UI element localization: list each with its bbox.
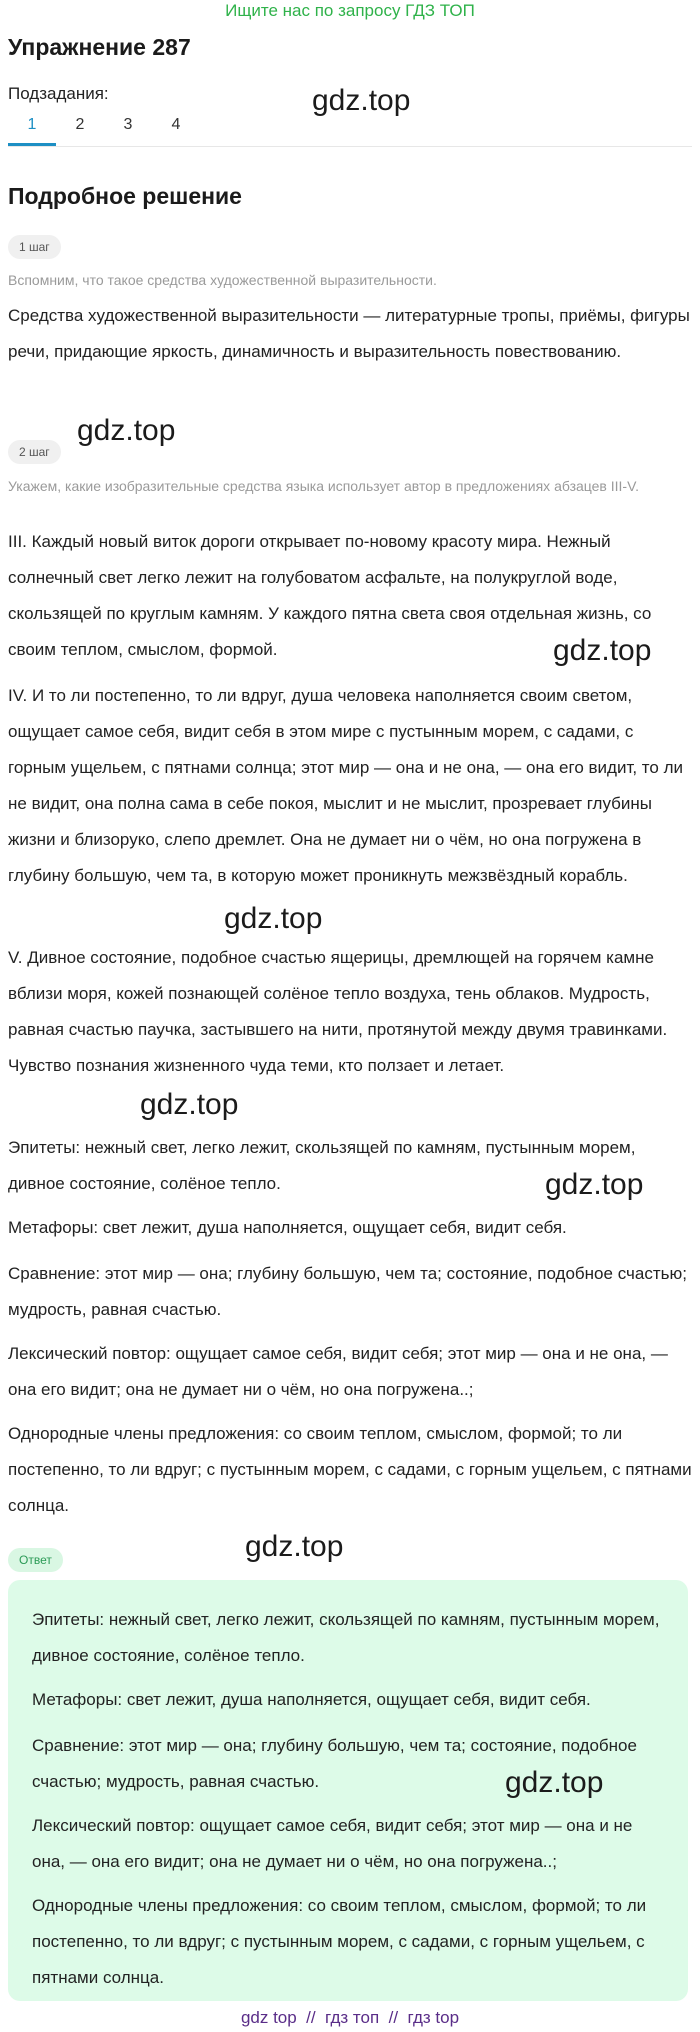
tab-4[interactable]: 4 [171, 116, 181, 133]
watermark: gdz.top [140, 1088, 239, 1121]
answer-epithets: Эпитеты: нежный свет, легко лежит, скользящей по камням, пустынным морем, дивное состояние, солёное тепло. [32, 1610, 660, 1665]
tab-1[interactable]: 1 [8, 104, 56, 146]
comparison-text: Сравнение: этот мир — она; глубину большую, чем та; состояние, подобное счастью; мудрость, равная счастью. [8, 1264, 687, 1319]
top-banner: Ищите нас по запросу ГДЗ ТОП [225, 1, 475, 20]
step-2-hint: Укажем, какие изобразительные средства языка использует автор в предложениях абзацев III-V. [8, 478, 640, 494]
answer-homogeneous-members: Однородные члены предложения: со своим теплом, смыслом, формой; то ли постепенно, то ли вдруг; с пустынным морем, с садами, с горным ущельем, с пятнами солнца. [32, 1896, 647, 1987]
lexical-repeat-text: Лексический повтор: ощущает самое себя, видит себя; этот мир — она и не она, — она его видит; она не думает ни о чём, но она погружена..; [8, 1344, 668, 1399]
watermark: gdz.top [224, 902, 323, 935]
tab-3[interactable]: 3 [123, 116, 133, 133]
watermark: gdz.top [553, 634, 652, 667]
watermark: gdz.top [77, 414, 176, 447]
watermark: gdz.top [505, 1766, 604, 1799]
metaphors-text: Метафоры: свет лежит, душа наполняется, ощущает себя, видит себя. [8, 1218, 567, 1237]
answer-lexical-repeat: Лексический повтор: ощущает самое себя, видит себя; этот мир — она и не она, — она его видит; она не думает ни о чём, но она погружена..; [32, 1816, 633, 1871]
page-title: Упражнение 287 [8, 34, 191, 60]
epithets-text: Эпитеты: нежный свет, легко лежит, скользящей по камням, пустынным морем, дивное состояние, солёное тепло. [8, 1138, 636, 1193]
tabs-divider [8, 146, 692, 147]
watermark: gdz.top [245, 1530, 344, 1563]
footer-links: gdz top // гдз топ // гдз top [240, 2008, 460, 2027]
answer-comparison: Сравнение: этот мир — она; глубину большую, чем та; состояние, подобное счастью; мудрость, равная счастью. [32, 1736, 637, 1791]
paragraph-v: V. Дивное состояние, подобное счастью ящерицы, дремлющей на горячем камне вблизи моря, кожей познающей солёное тепло воздуха, тень облаков. Мудрость, равная счастью паучка, застывшего на нити, протянутой между двумя травинками. Чувство познания жизненного чуда теми, кто ползает и летает. [8, 948, 668, 1075]
paragraph-iv: IV. И то ли постепенно, то ли вдруг, душа человека наполняется своим светом, ощущает самое себя, видит себя в этом мире с пустынным морем, с садами, с горным ущельем, с пятнами солнца; этот мир — она и не она, — она его видит, то ли не видит, она полна сама в себе покоя, мыслит и не мыслит, прозревает глубины жизни и близоруко, слепо дремлет. Она не думает ни о чём, но она погружена в глубину большую, чем та, в которую может проникнуть межзвёздный корабль. [8, 686, 683, 885]
step-1-badge: 1 шаг [8, 235, 61, 259]
subtasks-label: Подзадания: [8, 84, 109, 103]
step-2-badge: 2 шаг [8, 440, 61, 464]
homogeneous-members-text: Однородные члены предложения: со своим теплом, смыслом, формой; то ли постепенно, то ли вдруг; с пустынным морем, с садами, с горным ущельем, с пятнами солнца. [8, 1424, 692, 1515]
watermark: gdz.top [545, 1168, 644, 1201]
watermark: gdz.top [312, 84, 411, 117]
step-1-text: Средства художественной выразительности — литературные тропы, приёмы, фигуры речи, придающие яркость, динамичность и выразительность повествованию. [8, 306, 690, 361]
answer-metaphors: Метафоры: свет лежит, душа наполняется, ощущает себя, видит себя. [32, 1690, 591, 1709]
tab-2[interactable]: 2 [75, 116, 85, 133]
section-title: Подробное решение [8, 183, 242, 209]
subtask-tabs [8, 104, 200, 146]
step-1-hint: Вспомним, что такое средства художественной выразительности. [8, 272, 437, 288]
paragraph-iii: III. Каждый новый виток дороги открывает по-новому красоту мира. Нежный солнечный свет легко лежит на голубоватом асфальте, на полукруглой воде, скользящей по круглым камням. У каждого пятна света своя отдельная жизнь, со своим теплом, смыслом, формой. [8, 532, 652, 659]
answer-badge: Ответ [8, 1548, 63, 1572]
